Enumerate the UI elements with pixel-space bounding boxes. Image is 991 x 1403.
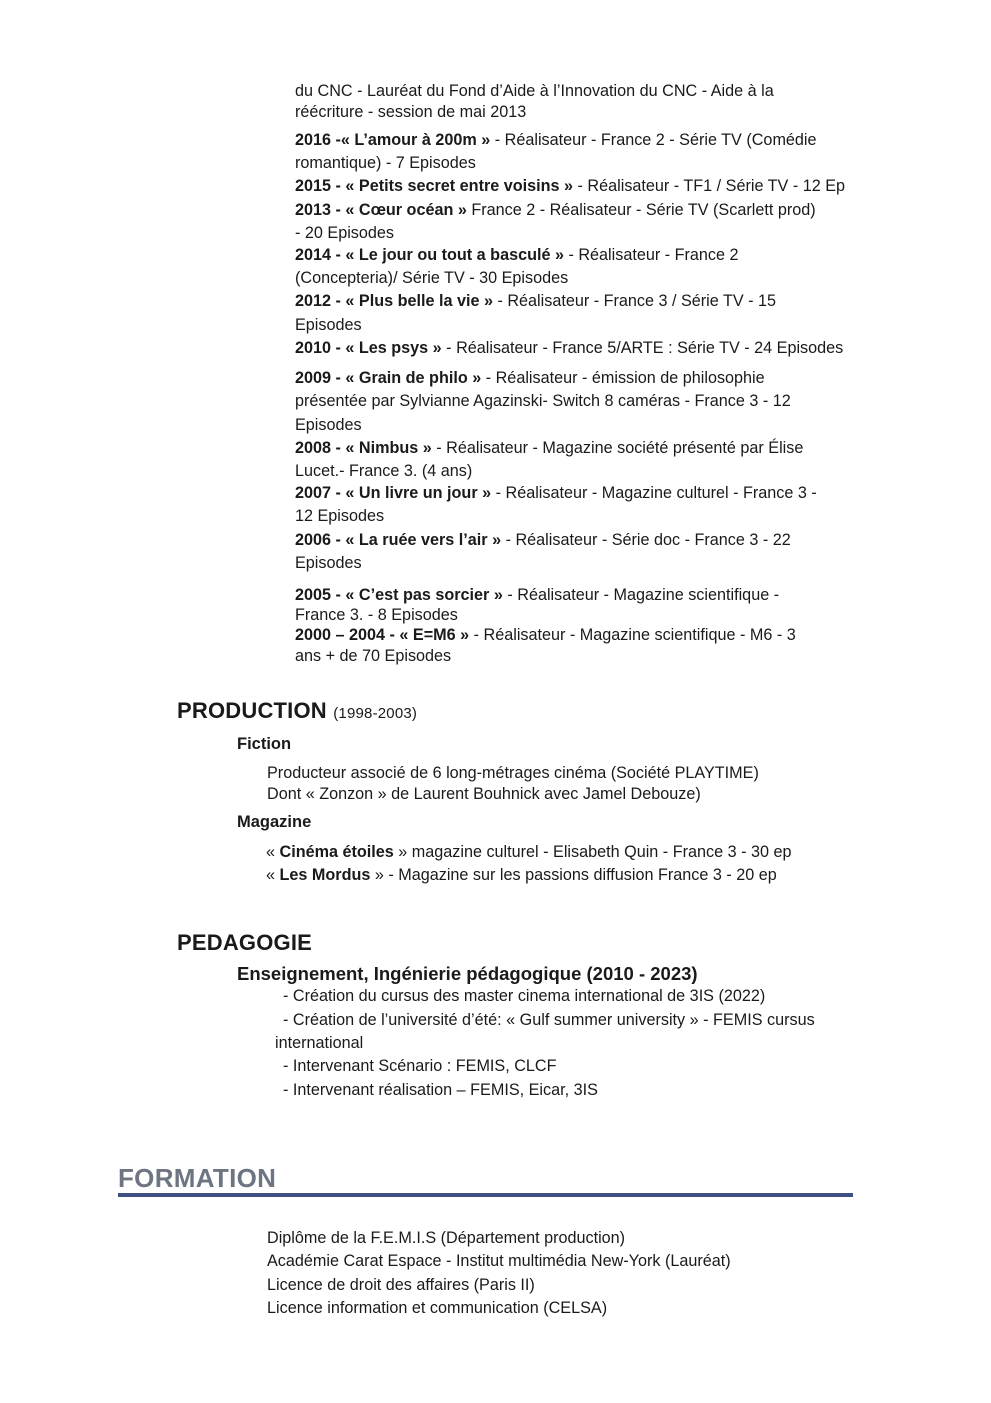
- credit-title: 2008 - « Nimbus »: [295, 439, 432, 457]
- credit-detail: - Réalisateur - France 5/ARTE : Série TV - 24 Episodes: [441, 339, 844, 357]
- pedagogie-line: - Intervenant Scénario : FEMIS, CLCF: [283, 1057, 557, 1075]
- quote-mark: «: [266, 866, 280, 884]
- credit-title: 2006 - « La ruée vers l’air »: [295, 531, 502, 549]
- formation-divider: [118, 1193, 853, 1197]
- credit-title: 2015 - « Petits secret entre voisins »: [295, 177, 574, 195]
- fiction-line: Dont « Zonzon » de Laurent Bouhnick avec Jamel Debouze): [267, 785, 701, 803]
- pedagogie-line: - Création de l’université d’été: « Gulf summer university » - FEMIS cursus: [283, 1011, 815, 1029]
- credit-detail: - Réalisateur - émission de philosophie: [481, 369, 765, 387]
- credit-continuation: romantique) - 7 Episodes: [295, 154, 476, 172]
- credit-entry: [295, 482, 817, 505]
- credit-entry: [295, 367, 765, 390]
- credit-title: 2009 - « Grain de philo »: [295, 369, 482, 387]
- credit-continuation: France 3. - 8 Episodes: [295, 606, 458, 624]
- section-title: PRODUCTION: [177, 698, 327, 723]
- credit-title: 2007 - « Un livre un jour »: [295, 484, 492, 502]
- quote-mark: «: [266, 843, 280, 861]
- credit-title: 2010 - « Les psys »: [295, 339, 442, 357]
- credit-continuation: ans + de 70 Episodes: [295, 647, 452, 665]
- credit-entry: [295, 129, 817, 152]
- formation-line: Académie Carat Espace - Institut multimédia New-York (Lauréat): [267, 1252, 731, 1270]
- credit-entry: [295, 244, 739, 267]
- intro-line: du CNC - Lauréat du Fond d’Aide à l’Innovation du CNC - Aide à la: [295, 82, 774, 100]
- credit-detail: - Réalisateur - Magazine culturel - France 3 -: [491, 484, 817, 502]
- credit-continuation: présentée par Sylvianne Agazinski- Switch 8 caméras - France 3 - 12: [295, 392, 791, 410]
- fiction-line: Producteur associé de 6 long-métrages cinéma (Société PLAYTIME): [267, 764, 759, 782]
- credit-entry: [295, 529, 791, 552]
- credit-continuation: 12 Episodes: [295, 507, 385, 525]
- magazine-item: [266, 864, 777, 887]
- magazine-item: [266, 841, 791, 864]
- credit-entry: [295, 290, 776, 313]
- pedagogie-line: - Intervenant réalisation – FEMIS, Eicar, 3IS: [283, 1081, 598, 1099]
- credit-title: 2012 - « Plus belle la vie »: [295, 292, 493, 310]
- pedagogie-line: international: [275, 1034, 364, 1052]
- credit-title: 2013 - « Cœur océan »: [295, 201, 467, 219]
- credit-continuation: Episodes: [295, 316, 362, 334]
- credit-continuation: - 20 Episodes: [295, 224, 394, 242]
- credit-continuation: Episodes: [295, 416, 362, 434]
- intro-line: réécriture - session de mai 2013: [295, 103, 527, 121]
- credit-entry: [295, 624, 796, 647]
- credit-title: 2005 - « C’est pas sorcier »: [295, 586, 503, 604]
- section-years: (1998-2003): [333, 705, 418, 722]
- credit-entry: [295, 175, 845, 198]
- credit-title: 2016 -« L’amour à 200m »: [295, 131, 491, 149]
- credit-title: 2000 – 2004 - « E=M6 »: [295, 626, 470, 644]
- credit-detail: - Réalisateur - Magazine scientifique -: [502, 586, 780, 604]
- magazine-detail: » - Magazine sur les passions diffusion France 3 - 20 ep: [370, 866, 777, 884]
- section-heading-production: [177, 698, 417, 724]
- credit-detail: - Réalisateur - TF1 / Série TV - 12 Ep: [573, 177, 846, 195]
- credit-detail: - Réalisateur - Magazine société présenté par Élise: [431, 439, 804, 457]
- formation-line: Diplôme de la F.E.M.I.S (Département production): [267, 1229, 626, 1247]
- credit-detail: - Réalisateur - France 2 - Série TV (Comédie: [490, 131, 817, 149]
- pedagogie-line: - Création du cursus des master cinema international de 3IS (2022): [283, 987, 766, 1005]
- pedagogie-subtitle: Enseignement, Ingénierie pédagogique (2010 - 2023): [237, 963, 698, 984]
- credit-detail: - Réalisateur - Série doc - France 3 - 22: [501, 531, 791, 549]
- credit-entry: [295, 437, 803, 460]
- section-heading-formation: FORMATION: [118, 1163, 277, 1193]
- credit-continuation: (Concepteria)/ Série TV - 30 Episodes: [295, 269, 569, 287]
- credit-entry: [295, 337, 843, 360]
- subheading-fiction: Fiction: [237, 735, 292, 753]
- formation-line: Licence information et communication (CELSA): [267, 1299, 608, 1317]
- credit-detail: - Réalisateur - Magazine scientifique - M6 - 3: [469, 626, 796, 644]
- credit-continuation: Episodes: [295, 554, 362, 572]
- credit-detail: France 2 - Réalisateur - Série TV (Scarlett prod): [466, 201, 816, 219]
- magazine-title: Les Mordus: [279, 866, 371, 884]
- section-heading-pedagogie: PEDAGOGIE: [177, 930, 313, 955]
- credit-detail: - Réalisateur - France 2: [563, 246, 739, 264]
- credit-detail: - Réalisateur - France 3 / Série TV - 15: [492, 292, 777, 310]
- magazine-detail: » magazine culturel - Elisabeth Quin - France 3 - 30 ep: [393, 843, 792, 861]
- subheading-magazine: Magazine: [237, 813, 312, 831]
- credit-entry: [295, 199, 816, 222]
- credit-title: 2014 - « Le jour ou tout a basculé »: [295, 246, 564, 264]
- formation-line: Licence de droit des affaires (Paris II): [267, 1276, 535, 1294]
- credit-continuation: Lucet.- France 3. (4 ans): [295, 462, 473, 480]
- magazine-title: Cinéma étoiles: [279, 843, 394, 861]
